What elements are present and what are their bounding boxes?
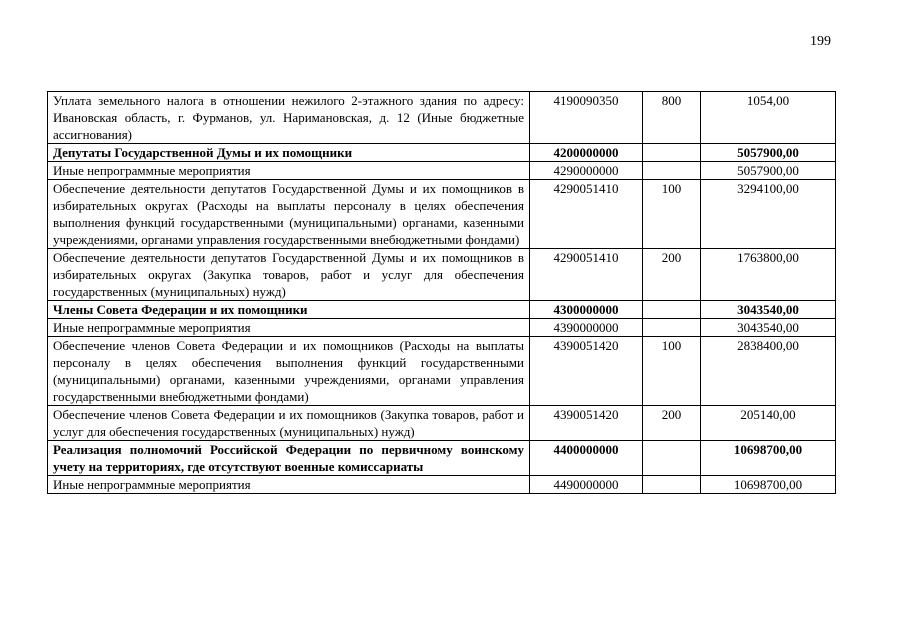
row-expense-type: 100 (643, 337, 701, 406)
row-description: Иные непрограммные мероприятия (48, 319, 530, 337)
row-expense-type: 200 (643, 406, 701, 441)
row-amount: 3043540,00 (701, 319, 836, 337)
row-description: Иные непрограммные мероприятия (48, 476, 530, 494)
table-row-section (48, 441, 836, 476)
row-description: Обеспечение деятельности депутатов Государственной Думы и их помощников в избирательных округах (Закупка товаров, работ и услуг для обеспечения государственных (муниципальных) нужд) (48, 249, 530, 301)
row-description: Обеспечение деятельности депутатов Государственной Думы и их помощников в избирательных округах (Расходы на выплаты персоналу в целях обеспечения выполнения функций государственными (муниципальными) органами, казенными учреждениями, органами управления государственными внебюджетными фондами) (48, 180, 530, 249)
row-description: Реализация полномочий Российской Федерации по первичному воинскому учету на территориях, где отсутствуют военные комиссариаты (48, 441, 530, 476)
table-row (48, 476, 836, 494)
budget-table (47, 91, 836, 494)
table-row (48, 180, 836, 249)
row-target-code: 4490000000 (530, 476, 643, 494)
row-target-code: 4200000000 (530, 144, 643, 162)
row-description: Члены Совета Федерации и их помощники (48, 301, 530, 319)
row-amount: 3294100,00 (701, 180, 836, 249)
row-amount: 1054,00 (701, 92, 836, 144)
row-amount: 3043540,00 (701, 301, 836, 319)
row-amount: 5057900,00 (701, 144, 836, 162)
row-expense-type (643, 476, 701, 494)
row-expense-type: 800 (643, 92, 701, 144)
row-description: Уплата земельного налога в отношении нежилого 2-этажного здания по адресу: Ивановская область, г. Фурманов, ул. Наримановская, д. 12 (Иные бюджетные ассигнования) (48, 92, 530, 144)
row-expense-type: 200 (643, 249, 701, 301)
row-target-code: 4290000000 (530, 162, 643, 180)
row-target-code: 4390051420 (530, 337, 643, 406)
row-amount: 2838400,00 (701, 337, 836, 406)
table-row (48, 337, 836, 406)
row-description: Депутаты Государственной Думы и их помощники (48, 144, 530, 162)
row-target-code: 4290051410 (530, 180, 643, 249)
row-target-code: 4390051420 (530, 406, 643, 441)
row-expense-type (643, 441, 701, 476)
row-amount: 10698700,00 (701, 441, 836, 476)
table-row-section (48, 144, 836, 162)
table-row (48, 162, 836, 180)
table-row (48, 249, 836, 301)
row-description: Иные непрограммные мероприятия (48, 162, 530, 180)
row-target-code: 4390000000 (530, 319, 643, 337)
row-description: Обеспечение членов Совета Федерации и их помощников (Расходы на выплаты персоналу в целях обеспечения выполнения функций государственными (муниципальными) органами, казенными учреждениями, органами управления государственными внебюджетными фондами) (48, 337, 530, 406)
row-expense-type (643, 301, 701, 319)
row-target-code: 4300000000 (530, 301, 643, 319)
row-expense-type: 100 (643, 180, 701, 249)
row-amount: 10698700,00 (701, 476, 836, 494)
row-target-code: 4400000000 (530, 441, 643, 476)
row-target-code: 4190090350 (530, 92, 643, 144)
table-row-section (48, 301, 836, 319)
table-row (48, 406, 836, 441)
page-number: 199 (810, 34, 831, 49)
row-expense-type (643, 162, 701, 180)
row-amount: 205140,00 (701, 406, 836, 441)
table-row (48, 92, 836, 144)
table-row (48, 319, 836, 337)
row-amount: 1763800,00 (701, 249, 836, 301)
row-expense-type (643, 319, 701, 337)
row-description: Обеспечение членов Совета Федерации и их помощников (Закупка товаров, работ и услуг для обеспечения государственных (муниципальных) нужд) (48, 406, 530, 441)
row-expense-type (643, 144, 701, 162)
row-target-code: 4290051410 (530, 249, 643, 301)
row-amount: 5057900,00 (701, 162, 836, 180)
